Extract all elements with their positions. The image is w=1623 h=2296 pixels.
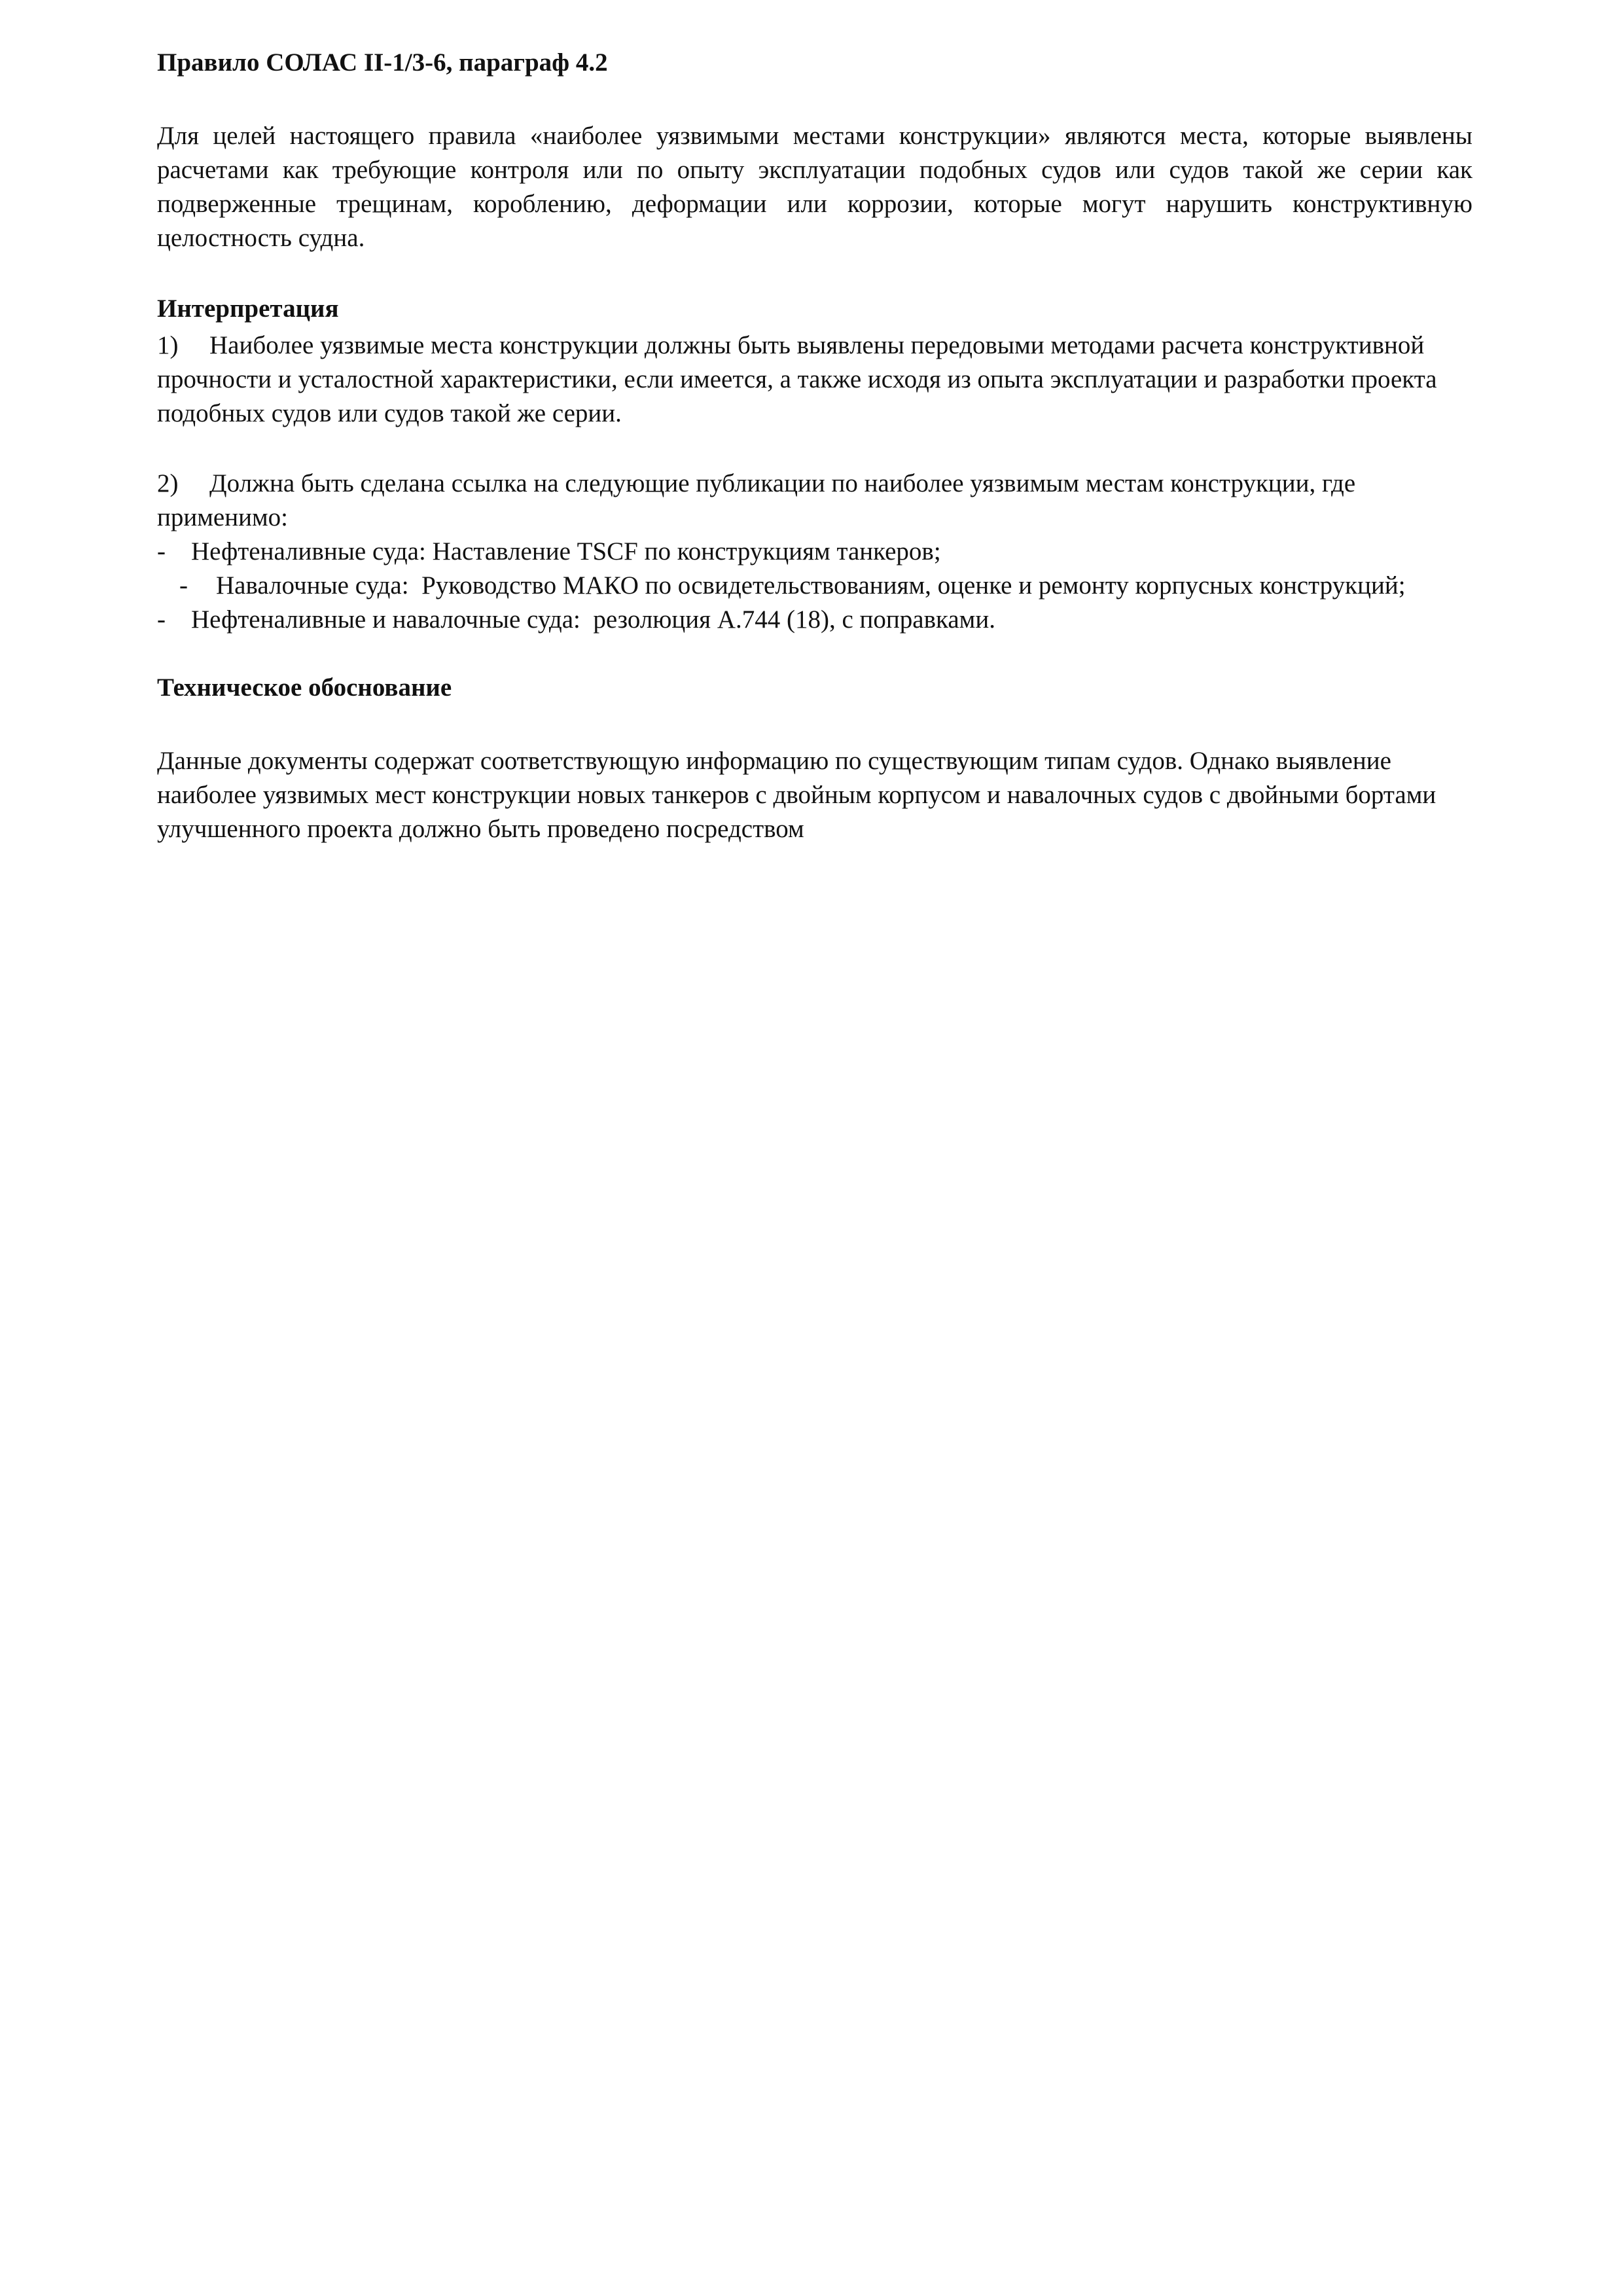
bullet-dash: - xyxy=(157,537,166,565)
bullet-label: Нефтеналивные суда: xyxy=(191,537,426,565)
bullet-text: резолюция A.744 (18), с поправками. xyxy=(593,605,995,634)
interpretation-item-1 xyxy=(157,329,1472,431)
document-page xyxy=(157,46,1472,846)
interpretation-item-2 xyxy=(157,467,1472,535)
document-title: Правило СОЛАС II-1/3-6, параграф 4.2 xyxy=(157,48,608,77)
bullet-label: Навалочные суда: xyxy=(216,571,409,600)
interpretation-heading: Интерпретация xyxy=(157,295,339,323)
publication-bullet xyxy=(157,535,1472,569)
bullet-label: Нефтеналивные и навалочные суда: xyxy=(191,605,580,634)
rule-text-paragraph: Для целей настоящего правила «наиболее уязвимыми местами конструкции» являются места, которые выявлены расчетами как требующие контроля или по опыту эксплуатации подобных судов или судов такой же серии как подверженные трещинам, короблению, деформации или коррозии, которые могут нарушить конструктивную целостность судна. xyxy=(157,122,1472,252)
bullet-dash: - xyxy=(157,605,166,634)
publication-bullet xyxy=(157,569,1472,603)
bullet-text: Наставление TSCF по конструкциям танкеров; xyxy=(432,537,941,565)
bullet-text: Руководство МАКО по освидетельствованиям, оценке и ремонту корпусных конструкций; xyxy=(421,571,1406,600)
technical-heading: Техническое обоснование xyxy=(157,673,452,702)
publication-list xyxy=(157,535,1472,637)
item-text: Должна быть сделана ссылка на следующие публикации по наиболее уязвимым местам конструкции, где применимо: xyxy=(157,469,1356,531)
item-number: 2) xyxy=(157,469,179,497)
item-text: Наиболее уязвимые места конструкции должны быть выявлены передовыми методами расчета конструктивной прочности и усталостной характеристики, если имеется, а также исходя из опыта эксплуатации и разработки проекта подобных судов или судов такой же серии. xyxy=(157,331,1437,427)
publication-bullet xyxy=(157,603,1472,637)
bullet-dash: - xyxy=(179,571,188,600)
technical-text: Данные документы содержат соответствующую информацию по существующим типам судов. Однако выявление наиболее уязвимых мест конструкции новых танкеров с двойным корпусом и навалочных судов с двойными бортами улучшенного проекта должно быть проведено посредством xyxy=(157,747,1436,843)
item-number: 1) xyxy=(157,331,179,359)
